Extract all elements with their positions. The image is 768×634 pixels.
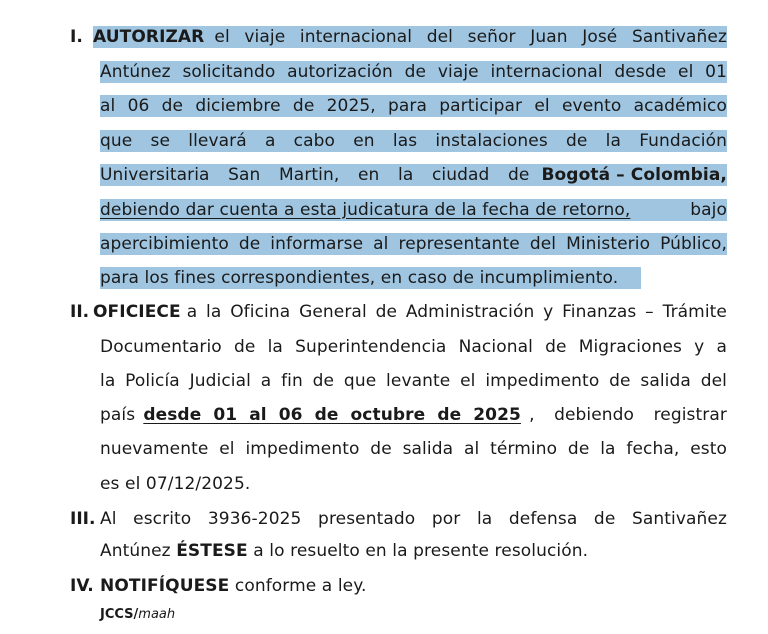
item-ii-text-1: a la Oficina General de Administración y Finanzas – Trámite <box>186 302 727 322</box>
item-i-text-5: Universitaria San Martin, en la ciudad de <box>100 165 530 185</box>
item-i-line-5[interactable] <box>100 164 727 186</box>
item-i-line-7[interactable]: apercibimiento de informarse al representante del Ministerio Público, <box>100 234 727 254</box>
item-ii-line-1[interactable] <box>93 301 727 323</box>
item-ii-text-4-end: , debiendo registrar <box>529 405 727 425</box>
item-iv-line-1[interactable] <box>100 575 366 597</box>
numeral-iv: IV. <box>70 576 94 596</box>
item-ii-line-3[interactable]: la Policía Judicial a fin de que levante el impedimento de salida del <box>100 371 727 391</box>
initials-footer <box>100 606 175 624</box>
item-i-line-1[interactable] <box>93 26 727 48</box>
item-i-line-6[interactable] <box>100 199 727 221</box>
item-iii-line-2[interactable] <box>100 540 588 562</box>
item-ii-line-2[interactable]: Documentario de la Superintendencia Nacional de Migraciones y a <box>100 337 727 357</box>
item-iii-text-2-end: a lo resuelto en la presente resolución. <box>253 541 589 561</box>
item-i-line-2[interactable]: Antúnez solicitando autorización de viaje internacional desde el 01 <box>100 62 727 82</box>
verb-notifiquese: NOTIFÍQUESE <box>100 576 230 596</box>
initials-italic: maah <box>138 607 176 622</box>
item-i-text-6-end: bajo <box>690 200 727 220</box>
travel-dates-bold: desde 01 al 06 de octubre de 2025 <box>143 405 521 425</box>
item-ii-text-pais: país <box>100 405 136 425</box>
item-i-line-4[interactable]: que se llevará a cabo en las instalaciones de la Fundación <box>100 131 727 151</box>
item-i-line-8[interactable]: para los fines correspondientes, en caso de incumplimiento. <box>100 267 641 289</box>
verb-estese: ÉSTESE <box>176 541 248 561</box>
verb-oficiece: OFICIECE <box>93 302 181 322</box>
numeral-ii: II. <box>70 302 90 322</box>
item-ii-line-6[interactable]: es el 07/12/2025. <box>100 474 251 494</box>
item-i-line-3[interactable]: al 06 de diciembre de 2025, para participar el evento académico <box>100 96 727 116</box>
item-iii-line-1[interactable]: Al escrito 3936-2025 presentado por la defensa de Santivañez <box>100 509 727 529</box>
item-ii-line-4[interactable] <box>100 404 727 426</box>
location-bold: Bogotá – Colombia, <box>541 165 727 185</box>
numeral-iii: III. <box>70 509 96 529</box>
item-ii-line-5[interactable]: nuevamente el impedimento de salida al término de la fecha, esto <box>100 439 727 459</box>
item-i-text-1: el viaje internacional del señor Juan José Santivañez <box>214 27 727 47</box>
item-iv-text: conforme a ley. <box>234 576 367 596</box>
verb-autorizar: AUTORIZAR <box>93 27 205 47</box>
numeral-i: I. <box>70 27 83 47</box>
initials-bold: JCCS/ <box>100 607 139 622</box>
item-iii-text-antunez: Antúnez <box>100 541 171 561</box>
underlined-return-clause: debiendo dar cuenta a esta judicatura de la fecha de retorno, <box>100 200 631 220</box>
